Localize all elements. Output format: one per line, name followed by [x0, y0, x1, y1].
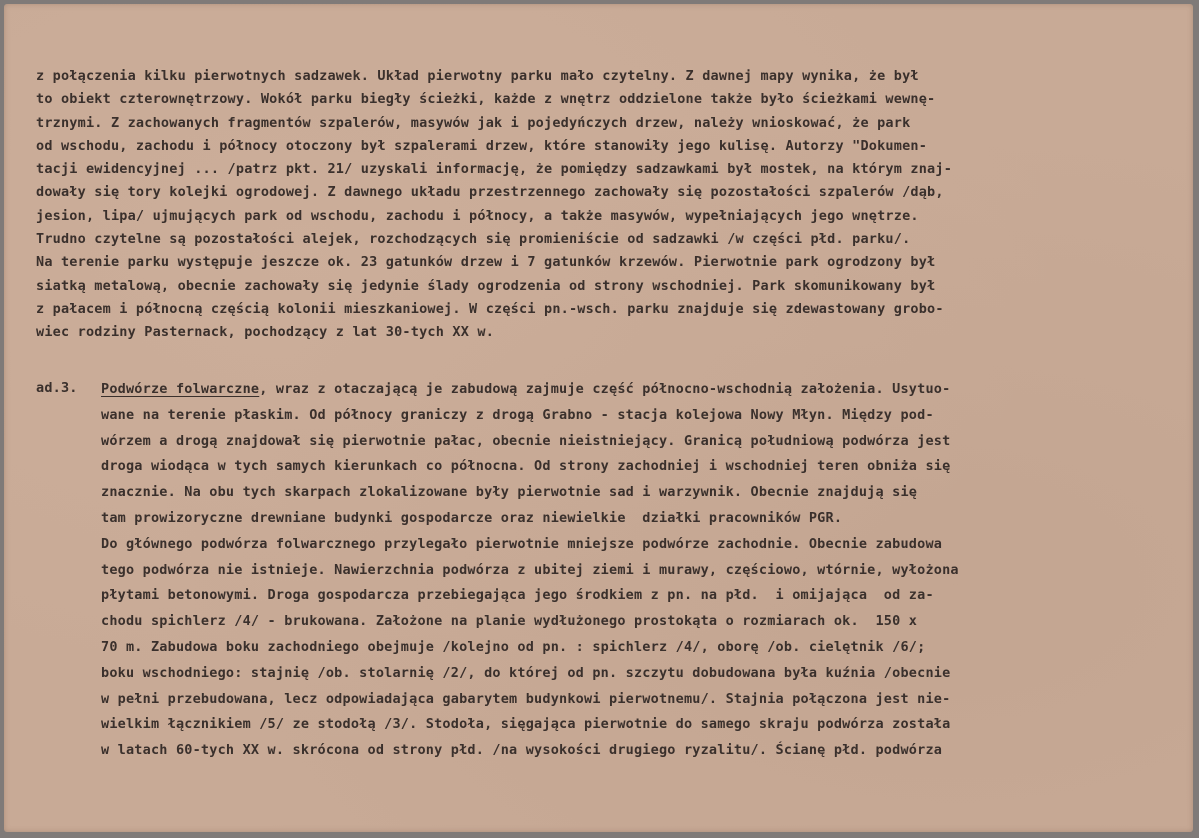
document-card [4, 4, 1193, 832]
text-line: wane na terenie płaskim. Od północy graniczy z drogą Grabno - stacja kolejowa Nowy Młyn. Między pod- [101, 406, 934, 423]
text-line: boku wschodniego: stajnię /ob. stolarnię /2/, do której od pn. szczytu dobudowana była kuźnia /obecnie [101, 664, 951, 681]
section-heading: Podwórze folwarczne [101, 381, 260, 397]
paragraph-courtyard [101, 377, 959, 764]
text-line: Do głównego podwórza folwarcznego przylegało pierwotnie mniejsze podwórze zachodnie. Obecnie zabudowa [101, 535, 943, 552]
text-line: dowały się tory kolejki ogrodowej. Z dawnego układu przestrzennego zachowały się pozostałości szpalerów /dąb, [36, 184, 944, 201]
text-line: jesion, lipa/ ujmujących park od wschodu, zachodu i północy, a także masywów, wypełniających jego wnętrze. [36, 207, 919, 224]
paragraph-park [36, 65, 952, 345]
text-line: z połączenia kilku pierwotnych sadzawek. Układ pierwotny parku mało czytelny. Z dawnej mapy wynika, że był [36, 68, 919, 84]
text-line [101, 377, 959, 403]
text-line: w latach 60-tych XX w. skrócona od strony płd. /na wysokości drugiego ryzalitu/. Ścianę płd. podwórza [101, 742, 943, 759]
text-line: Trudno czytelne są pozostałości alejek, rozchodzących się promieniście od sadzawki /w części płd. parku/. [36, 231, 911, 248]
section-label: ad.3. [36, 380, 78, 396]
text-line: płytami betonowymi. Droga gospodarcza przebiegająca jego środkiem z pn. na płd. i omijająca od za- [101, 587, 934, 604]
heading-continuation: , wraz z otaczającą je zabudową zajmuje część północno-wschodnią założenia. Usytuo- [259, 381, 951, 397]
text-line: tam prowizoryczne drewniane budynki gospodarcze oraz niewielkie działki pracowników PGR. [101, 509, 843, 526]
text-line: siatką metalową, obecnie zachowały się jedynie ślady ogrodzenia od strony wschodniej. Park skomunikowany był [36, 277, 936, 294]
text-line: to obiekt czterownętrzowy. Wokół parku biegły ścieżki, każde z wnętrz oddzielone także było ścieżkami wewnę- [36, 91, 936, 108]
text-line: 70 m. Zabudowa boku zachodniego obejmuje /kolejno od pn. : spichlerz /4/, oborę /ob. cielętnik /6/; [101, 638, 926, 655]
text-line: wielkim łącznikiem /5/ ze stodołą /3/. Stodoła, sięgająca pierwotnie do samego skraju podwórza została [101, 716, 951, 733]
text-line: od wschodu, zachodu i północy otoczony był szpalerami drzew, które stanowiły jego kulisę. Autorzy "Dokumen- [36, 137, 928, 154]
text-line: z pałacem i północną częścią kolonii mieszkaniowej. W części pn.-wsch. parku znajduje się zdewastowany grobo- [36, 300, 944, 317]
text-line: trznymi. Z zachowanych fragmentów szpalerów, masywów jak i pojedyńczych drzew, należy wnioskować, że park [36, 114, 911, 131]
text-line: droga wiodąca w tych samych kierunkach co północna. Od strony zachodniej i wschodniej teren obniża się [101, 458, 951, 475]
text-line: wórzem a drogą znajdował się pierwotnie pałac, obecnie nieistniejący. Granicą południową podwórza jest [101, 432, 951, 449]
text-line: znacznie. Na obu tych skarpach zlokalizowane były pierwotnie sad i warzywnik. Obecnie znajdują się [101, 484, 918, 501]
text-line: tacji ewidencyjnej ... /patrz pkt. 21/ uzyskali informację, że pomiędzy sadzawkami był mostek, na którym znaj- [36, 161, 953, 178]
text-line: chodu spichlerz /4/ - brukowana. Założone na planie wydłużonego prostokąta o rozmiarach ok. 150 x [101, 613, 918, 630]
text-line: wiec rodziny Pasternack, pochodzący z lat 30-tych XX w. [36, 324, 495, 341]
text-line: tego podwórza nie istnieje. Nawierzchnia podwórza z ubitej ziemi i murawy, częściowo, wtórnie, wyłożona [101, 561, 959, 578]
text-line: w pełni przebudowana, lecz odpowiadająca gabarytem budynkowi pierwotnemu/. Stajnia połączona jest nie- [101, 690, 951, 707]
text-line: Na terenie parku występuje jeszcze ok. 23 gatunków drzew i 7 gatunków krzewów. Pierwotnie park ogrodzony był [36, 254, 936, 271]
